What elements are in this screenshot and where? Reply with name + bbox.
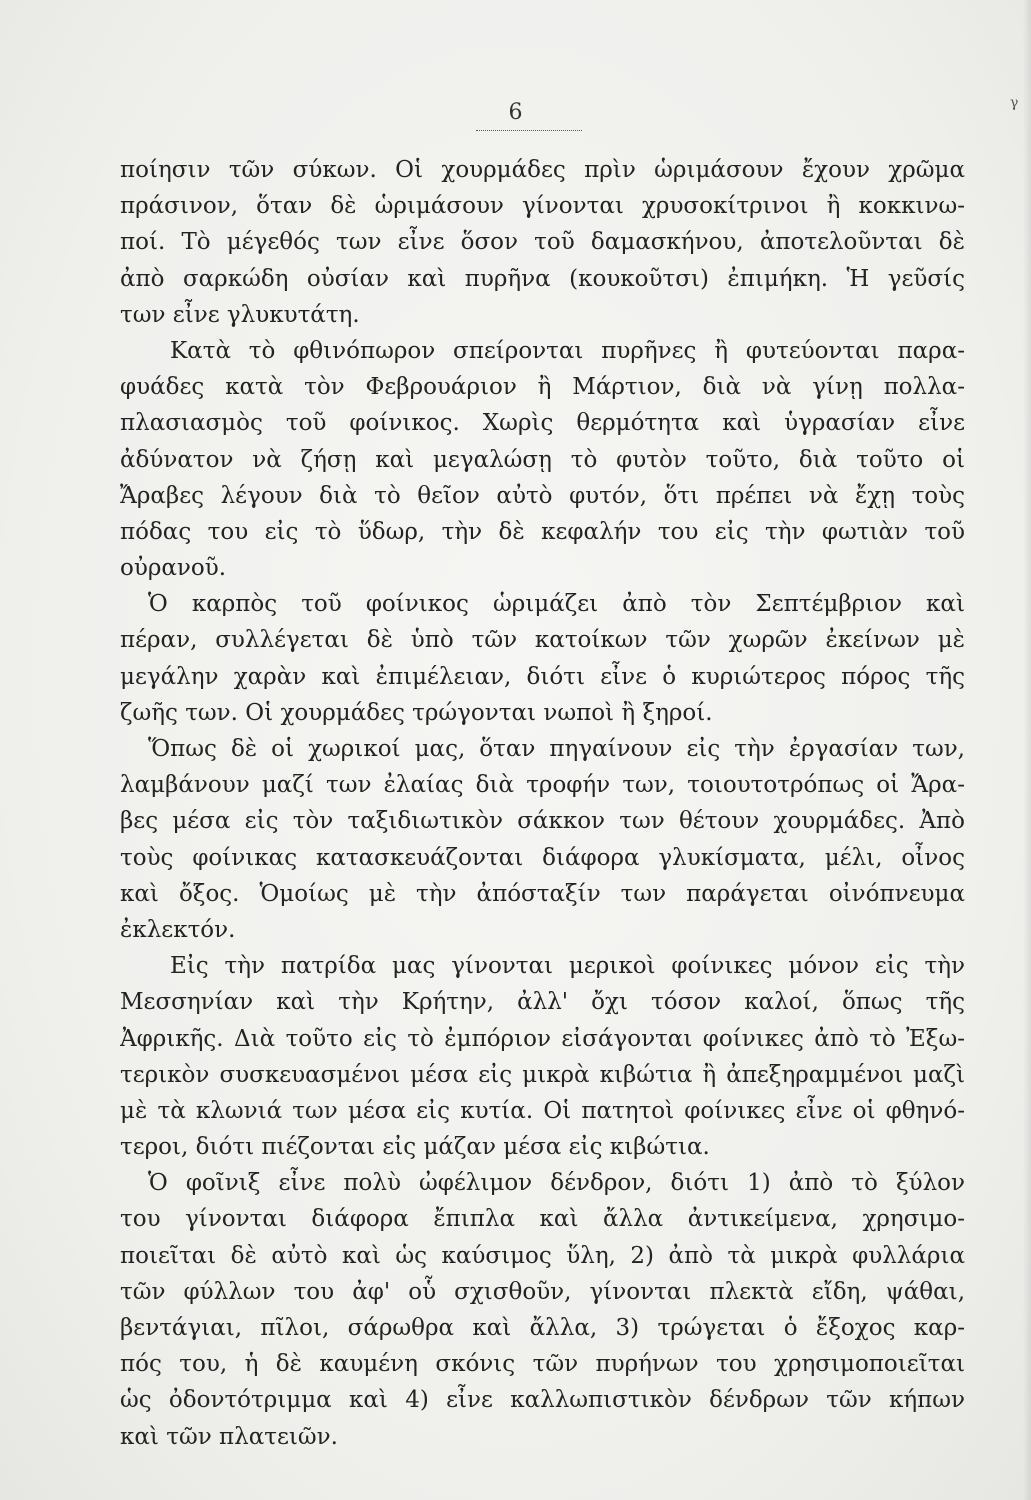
text-line: ἐκλεκτόν. xyxy=(120,916,236,943)
text-line: τῶν φύλλων του ἀφ' οὗ σχισθοῦν, γίνονται πλεκτὰ εἴδη, ψάθαι, xyxy=(120,1278,965,1305)
text-line: μεγάλην χαρὰν καὶ ἐπιμέλειαν, διότι εἶνε ὁ κυριώτερος πόρος τῆς xyxy=(120,663,965,690)
text-line: ποί. Τὸ μέγεθός των εἶνε ὅσον τοῦ δαμασκήνου, ἀποτελοῦνται δὲ xyxy=(120,229,965,256)
text-line: ζωῆς των. Οἱ χουρμάδες τρώγονται νωποὶ ἢ ξηροί. xyxy=(120,699,713,726)
text-line: Ἀφρικῆς. Διὰ τοῦτο εἰς τὸ ἐμπόριον εἰσάγονται φοίνικες ἀπὸ τὸ Ἐξω- xyxy=(120,1025,965,1052)
text-line: πόδας του εἰς τὸ ὕδωρ, τὴν δὲ κεφαλήν του εἰς τὴν φωτιὰν τοῦ xyxy=(120,518,965,545)
body-text xyxy=(120,152,965,1455)
page-number-rule xyxy=(476,130,582,131)
text-line: Εἰς τὴν πατρίδα μας γίνονται μερικοὶ φοίνικες μόνον εἰς τὴν xyxy=(170,953,965,980)
text-line: ὡς ὀδοντότριμμα καὶ 4) εἶνε καλλωπιστικὸν δένδρων τῶν κήπων xyxy=(120,1387,965,1414)
text-line: Ὁ καρπὸς τοῦ φοίνικος ὡριμάζει ἀπὸ τὸν Σεπτέμβριον καὶ xyxy=(148,591,965,618)
page-number: 6 xyxy=(508,100,523,125)
text-line: Ὁ φοῖνιξ εἶνε πολὺ ὠφέλιμον δένδρον, διότι 1) ἀπὸ τὸ ξύλον xyxy=(148,1170,965,1197)
text-line: Μεσσηνίαν καὶ τὴν Κρήτην, ἀλλ' ὄχι τόσον καλοί, ὅπως τῆς xyxy=(120,989,965,1016)
text-line: καὶ τῶν πλατειῶν. xyxy=(120,1423,338,1450)
text-line: τερικὸν συσκευασμένοι μέσα εἰς μικρὰ κιβώτια ἢ ἀπεξηραμμένοι μαζὶ xyxy=(120,1061,965,1088)
text-line: Κατὰ τὸ φθινόπωρον σπείρονται πυρῆνες ἢ φυτεύονται παρα- xyxy=(170,337,965,364)
text-line: πράσινον, ὅταν δὲ ὡριμάσουν γίνονται χρυσοκίτρινοι ἢ κοκκινω- xyxy=(120,193,965,220)
text-line: πλασιασμὸς τοῦ φοίνικος. Χωρὶς θερμότητα καὶ ὑγρασίαν εἶνε xyxy=(120,410,965,437)
text-line: πέραν, συλλέγεται δὲ ὑπὸ τῶν κατοίκων τῶν χωρῶν ἐκείνων μὲ xyxy=(120,627,965,654)
text-line: Ὅπως δὲ οἱ χωρικοί μας, ὅταν πηγαίνουν εἰς τὴν ἐργασίαν των, xyxy=(148,736,965,762)
text-line: λαμβάνουν μαζί των ἐλαίας διὰ τροφήν των, τοιουτοτρόπως οἱ Ἄρα- xyxy=(120,772,965,799)
text-line: ἀπὸ σαρκώδη οὐσίαν καὶ πυρῆνα (κουκοῦτσι) ἐπιμήκη. Ἡ γεῦσίς xyxy=(120,265,965,292)
text-line: τοὺς φοίνικας κατασκευάζονται διάφορα γλυκίσματα, μέλι, οἶνος xyxy=(120,844,965,871)
text-line: του γίνονται διάφορα ἔπιπλα καὶ ἄλλα ἀντικείμενα, χρησιμο- xyxy=(120,1206,965,1233)
text-line: Ἄραβες λέγουν διὰ τὸ θεῖον αὐτὸ φυτόν, ὅτι πρέπει νὰ ἔχῃ τοὺς xyxy=(120,482,965,509)
margin-mark: γ xyxy=(1010,95,1019,111)
text-line: τεροι, διότι πιέζονται εἰς μάζαν μέσα εἰς κιβώτια. xyxy=(120,1134,710,1161)
text-line: οὐρανοῦ. xyxy=(120,555,227,582)
text-line: των εἶνε γλυκυτάτη. xyxy=(120,301,360,328)
text-line: ποιεῖται δὲ αὐτὸ καὶ ὡς καύσιμος ὕλη, 2) ἀπὸ τὰ μικρὰ φυλλάρια xyxy=(120,1242,965,1269)
text-line: μὲ τὰ κλωνιά των μέσα εἰς κυτία. Οἱ πατητοὶ φοίνικες εἶνε οἱ φθηνό- xyxy=(120,1097,965,1124)
text-line: πός του, ἡ δὲ καυμένη σκόνις τῶν πυρήνων του χρησιμοποιεῖται xyxy=(120,1351,965,1378)
text-line: καὶ ὄξος. Ὁμοίως μὲ τὴν ἀπόσταξίν των παράγεται οἰνόπνευμα xyxy=(120,880,965,907)
text-line: φυάδες κατὰ τὸν Φεβρουάριον ἢ Μάρτιον, διὰ νὰ γίνῃ πολλα- xyxy=(120,374,965,401)
text-line: βες μέσα εἰς τὸν ταξιδιωτικὸν σάκκον των θέτουν χουρμάδες. Ἀπὸ xyxy=(120,808,965,835)
text-line: βεντάγιαι, πῖλοι, σάρωθρα καὶ ἄλλα, 3) τρώγεται ὁ ἔξοχος καρ- xyxy=(120,1315,965,1341)
text-line: ἀδύνατον νὰ ζήσῃ καὶ μεγαλώσῃ τὸ φυτὸν τοῦτο, διὰ τοῦτο οἱ xyxy=(120,446,965,473)
text-line: ποίησιν τῶν σύκων. Οἱ χουρμάδες πρὶν ὡριμάσουν ἔχουν χρῶμα xyxy=(120,157,965,183)
page-edge-shadow xyxy=(1023,0,1031,1500)
